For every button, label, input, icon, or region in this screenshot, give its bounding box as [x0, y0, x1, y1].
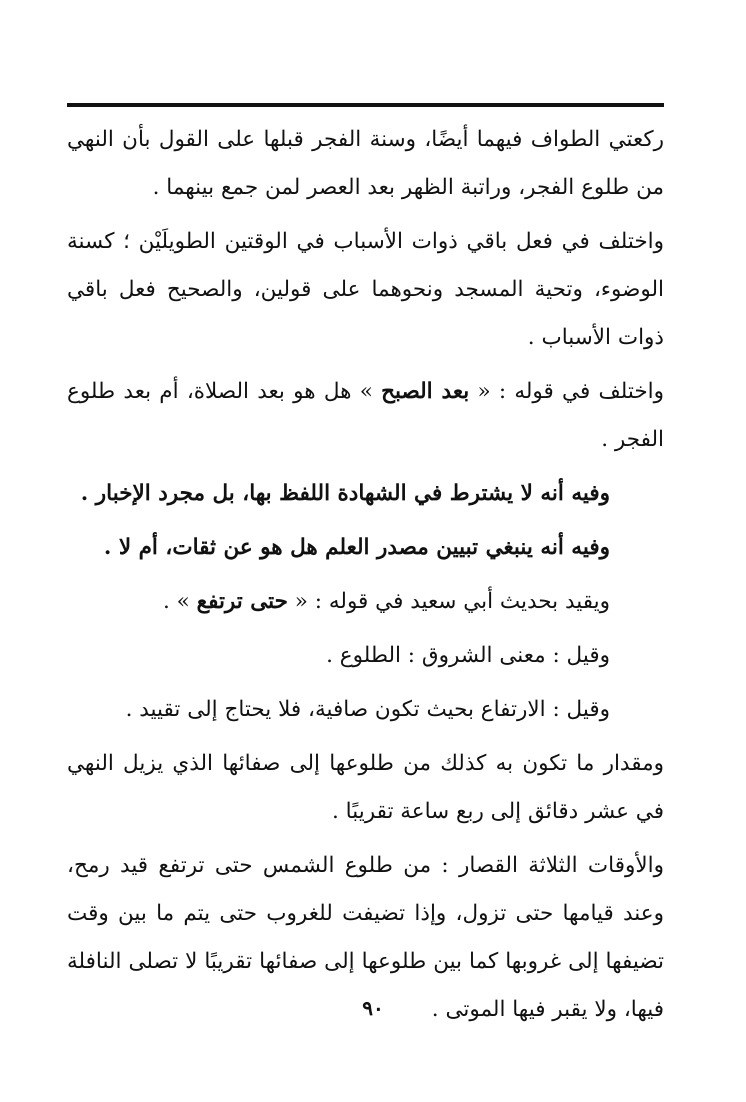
paragraph-3 [67, 368, 664, 464]
paragraph-3-after: » هل هو بعد الصلاة، أم بعد طلوع الفجر . [67, 379, 664, 452]
paragraph-6 [67, 578, 664, 626]
paragraph-1: ركعتي الطواف فيهما أيضًا، وسنة الفجر قبلها على القول بأن النهي من طلوع الفجر، وراتبة الظهر بعد العصر لمن جمع بينهما . [67, 127, 664, 200]
paragraph-6-bold-term: حتى ترتفع [196, 589, 288, 614]
header-rule [67, 103, 664, 107]
paragraph-10: والأوقات الثلاثة القصار : من طلوع الشمس حتى ترتفع قيد رمح، وعند قيامها حتى تزول، وإذا تضيفت للغروب حتى يتم ما بين وقت تضيفها إلى غروبها كما بين طلوعها إلى صفائها تقريبًا لا تصلى النافلة فيها، ولا يقبر فيها الموتى . [67, 853, 664, 1022]
paragraph-2: واختلف في فعل باقي ذوات الأسباب في الوقتين الطويلَيْن ؛ كسنة الوضوء، وتحية المسجد ونحوهما على قولين، والصحيح فعل باقي ذوات الأسباب . [67, 229, 664, 350]
page-number: ٩٠ [362, 996, 384, 1020]
body-text [67, 116, 664, 1034]
paragraph-7: وقيل : معنى الشروق : الطلوع . [326, 643, 610, 668]
paragraph-3-before: واختلف في قوله : « [469, 379, 664, 404]
paragraph-3-bold-term: بعد الصبح [381, 379, 470, 404]
paragraph-9: ومقدار ما تكون به كذلك من طلوعها إلى صفائها الذي يزيل النهي في عشر دقائق إلى ربع ساعة تقريبًا . [67, 751, 664, 824]
paragraph-6-after: » . [162, 589, 197, 614]
paragraph-8: وقيل : الارتفاع بحيث تكون صافية، فلا يحتاج إلى تقييد . [125, 697, 610, 722]
paragraph-6-before: ويقيد بحديث أبي سعيد في قوله : « [287, 589, 610, 614]
paragraph-5: وفيه أنه ينبغي تبيين مصدر العلم هل هو عن ثقات، أم لا . [103, 535, 610, 560]
paragraph-4: وفيه أنه لا يشترط في الشهادة اللفظ بها، بل مجرد الإخبار . [80, 481, 610, 506]
